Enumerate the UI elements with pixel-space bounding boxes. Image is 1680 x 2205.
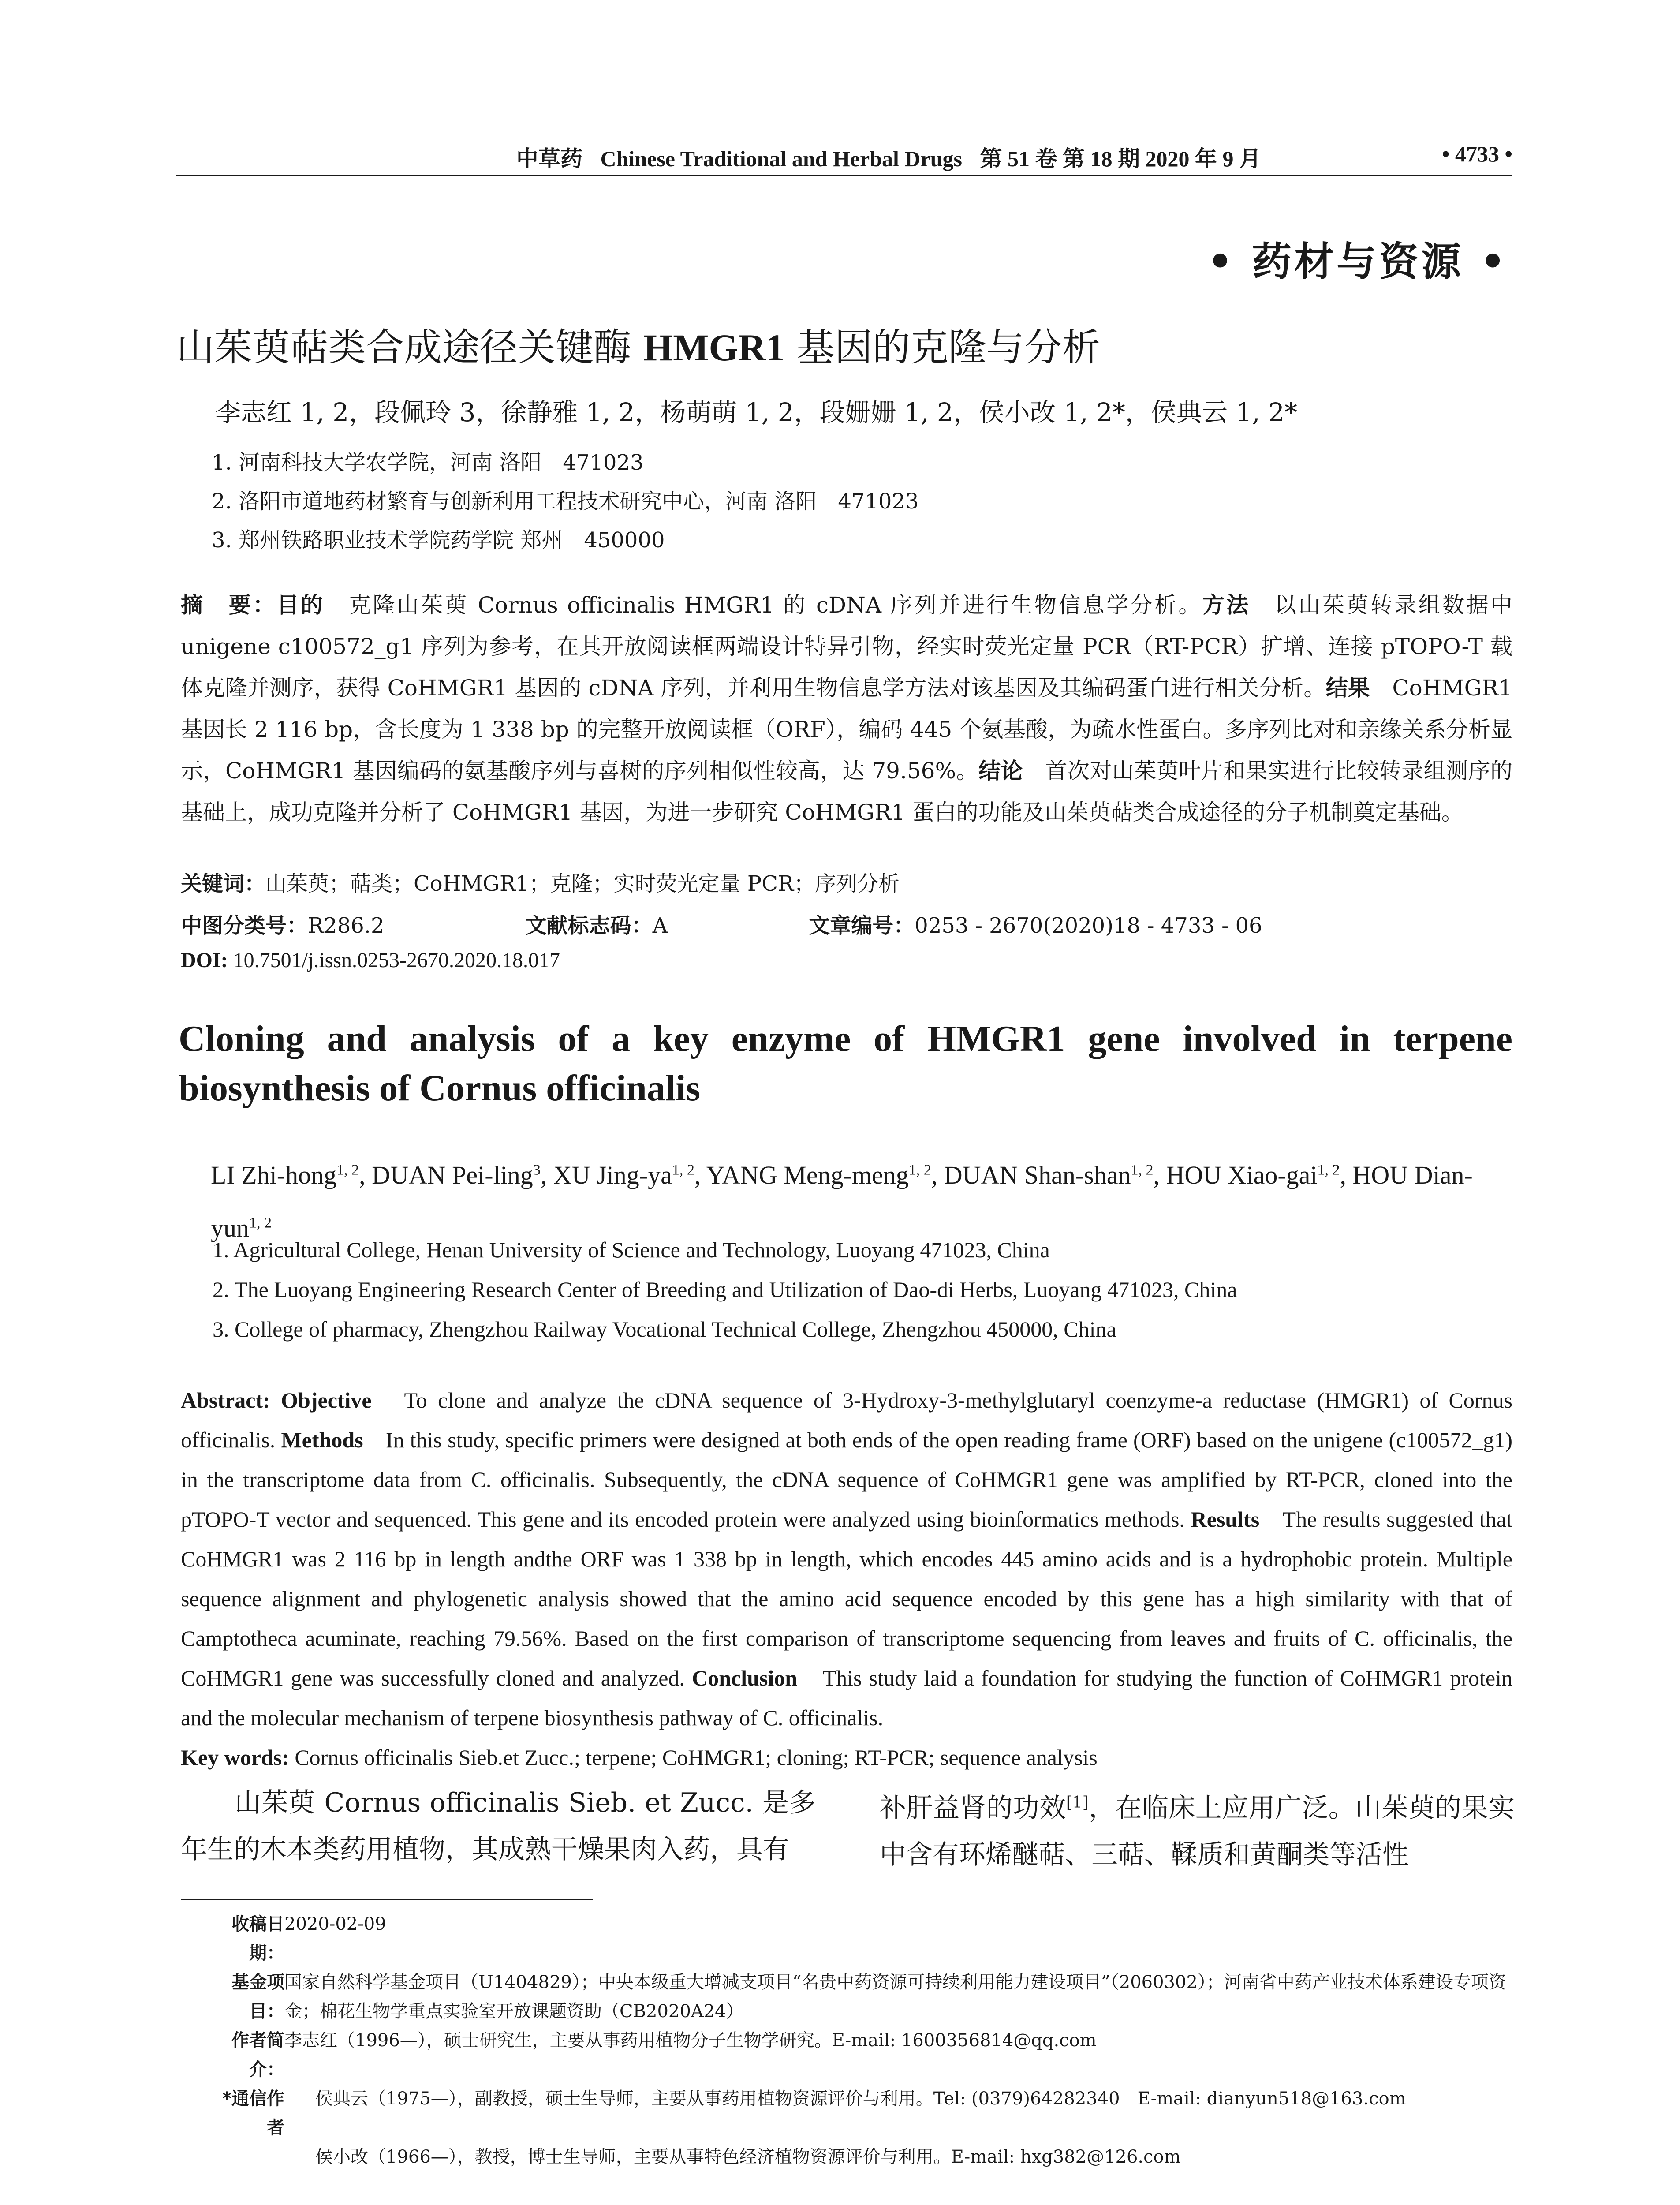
en-title: Cloning and analysis of a key enzyme of HMGR1 gene involved in terpene biosynthesis of Cornus officinalis — [179, 1018, 1512, 1109]
cn-title-post: 基因的克隆与分析 — [784, 325, 1100, 370]
footnote-funding — [181, 1968, 1512, 2026]
en-affiliation-2: 2. The Luoyang Engineering Research Center of Breeding and Utilization of Dao-di Herbs, Luoyang 471023, China — [213, 1277, 1237, 1302]
cn-keywords-label: 关键词： — [181, 871, 266, 896]
footnote-text: 侯小改（1966—），教授，博士生导师，主要从事特色经济植物资源评价与利用。E-mail: hxg382@126.com — [315, 2147, 1181, 2167]
en-author-name: LI Zhi-hong — [211, 1161, 337, 1190]
footnotes — [181, 1910, 1512, 2171]
en-author — [211, 1161, 359, 1189]
cn-doi — [181, 948, 560, 972]
en-author-affil: 3 — [533, 1162, 541, 1178]
cn-classification — [181, 908, 1404, 939]
cn-results-text: CoHMGR1 基因长 2 116 bp，含长度为 1 338 bp 的完整开放阅读框（ORF），编码 445 个氨基酸，为疏水性蛋白。多序列比对和亲缘关系分析显示，CoHMGR1 基因编码的氨基酸序列与喜树的序列相似性较高，达 79.56%。 — [181, 675, 1512, 784]
footnote-label: 基金项目： — [231, 1972, 284, 2022]
cn-methods-text: 以山茱萸转录组数据中 unigene c100572_g1 序列为参考，在其开放阅读框两端设计特异引物，经实时荧光定量 PCR（RT-PCR）扩增、连接 pTOPO-T 载体克隆并测序，获得 CoHMGR1 基因的 cDNA 序列，并利用生物信息学方法对该基因及其编码蛋白进行相关分析。 — [181, 592, 1512, 701]
en-abstract-label: Abstract: Objective — [181, 1388, 372, 1413]
en-affiliation-1: 1. Agricultural College, Henan University of Science and Technology, Luoyang 471023, China — [213, 1237, 1050, 1262]
footnote-text: 李志红（1996—），硕士研究生，主要从事药用植物分子生物学研究。E-mail: 1600356814@qq.com — [284, 2030, 1097, 2051]
cn-class-value: R286.2 — [308, 913, 385, 938]
en-author-name: DUAN Shan-shan — [944, 1161, 1131, 1190]
footnote-text: 2020-02-09 — [284, 1914, 386, 1934]
en-results-label: Results — [1191, 1507, 1260, 1532]
citation-ref: [1] — [1066, 1794, 1089, 1812]
footnote-author-bio — [181, 2026, 1512, 2084]
en-author — [706, 1161, 931, 1189]
en-author-name: DUAN Pei-ling — [372, 1161, 533, 1190]
running-header — [176, 132, 1512, 172]
en-author-affil: 1, 2 — [1317, 1162, 1340, 1178]
en-author-name: YANG Meng-meng — [706, 1161, 909, 1190]
cn-affiliation-2: 2. 洛阳市道地药材繁育与创新利用工程技术研究中心，河南 洛阳 471023 — [212, 489, 919, 514]
en-affiliation-3: 3. College of pharmacy, Zhengzhou Railway Vocational Technical College, Zhengzhou 450000, China — [213, 1317, 1116, 1342]
en-abstract — [181, 1380, 1512, 1777]
cn-abstract — [181, 584, 1512, 833]
en-methods-label: Methods — [281, 1428, 363, 1452]
cn-abstract-label: 摘 要： — [181, 592, 277, 618]
cn-doc-label: 文献标志码： — [525, 913, 653, 938]
body-right-post: ，在临床上应用广泛。山茱萸的果实中含有环烯醚萜、三萜、鞣质和黄酮类等活性 — [880, 1793, 1515, 1870]
cn-article-value: 0253 - 2670(2020)18 - 4733 - 06 — [915, 913, 1262, 938]
en-keywords-label: Key words: — [181, 1745, 289, 1770]
cn-keywords — [181, 867, 900, 897]
journal-info — [504, 141, 1261, 173]
doi-value: 10.7501/j.issn.0253-2670.2020.18.017 — [228, 949, 560, 972]
en-conclusion-text: This study laid a foundation for studying the function of CoHMGR1 protein and the molecular mechanism of terpene biosynthesis pathway of C. officinalis. — [181, 1666, 1513, 1730]
footnote-corresponding — [181, 2084, 1512, 2142]
cn-objective-text: 克隆山茱萸 Cornus officinalis HMGR1 的 cDNA 序列并进行生物信息学分析。 — [325, 592, 1202, 618]
en-objective-text: To clone and analyze the cDNA sequence of 3-Hydroxy-3-methylglutaryl coenzyme-a reductase (HMGR1) of Cornus officinalis. — [181, 1388, 1512, 1452]
footnote-label — [181, 2142, 284, 2171]
cn-conclusion-text: 首次对山茱萸叶片和果实进行比较转录组测序的基础上，成功克隆并分析了 CoHMGR1 基因，为进一步研究 CoHMGR1 蛋白的功能及山茱萸萜类合成途径的分子机制奠定基础。 — [181, 758, 1513, 825]
cn-title-gene: HMGR1 — [643, 326, 785, 369]
cn-class-label: 中图分类号： — [181, 913, 308, 938]
footnote-corresponding-2 — [181, 2142, 1512, 2171]
column-label: • 药材与资源 • — [1207, 238, 1508, 285]
cn-conclusion-label: 结论 — [978, 758, 1023, 784]
en-author-name: HOU Xiao-gai — [1166, 1161, 1318, 1190]
en-keywords-text: Cornus officinalis Sieb.et Zucc.; terpene; CoHMGR1; cloning; RT-PCR; sequence analysis — [289, 1745, 1098, 1770]
cn-affiliation-3: 3. 郑州铁路职业技术学院药学院 郑州 450000 — [212, 528, 665, 553]
body-right-pre: 补肝益肾的功效 — [880, 1793, 1066, 1824]
footnote-received — [181, 1910, 1512, 1968]
header-rule — [176, 175, 1512, 176]
cn-keywords-text: 山茱萸；萜类；CoHMGR1；克隆；实时荧光定量 PCR；序列分析 — [265, 871, 900, 896]
en-author — [1166, 1161, 1340, 1189]
en-author-affil: 1, 2 — [249, 1215, 272, 1231]
en-author-affil: 1, 2 — [1131, 1162, 1154, 1178]
cn-affiliation-1: 1. 河南科技大学农学院，河南 洛阳 471023 — [212, 450, 644, 475]
en-author — [372, 1161, 541, 1189]
en-author-affil: 1, 2 — [672, 1162, 694, 1178]
body-column-right — [880, 1779, 1515, 1878]
cn-methods-label: 方法 — [1202, 592, 1251, 618]
journal-name-cn: 中草药 — [516, 146, 583, 171]
footnote-text: 国家自然科学基金项目（U1404829）；中央本级重大增减支项目“名贵中药资源可持续利用能力建设项目”（2060302）；河南省中药产业技术体系建设专项资金；棉花生物学重点实验室开放课题资助（CB2020A24） — [284, 1972, 1506, 2022]
footnote-label: 收稿日期： — [231, 1914, 284, 1963]
cn-objective-label: 目的 — [276, 592, 325, 618]
en-author-name: XU Jing-ya — [553, 1161, 672, 1190]
en-conclusion-label: Conclusion — [692, 1666, 798, 1690]
footnote-rule — [181, 1899, 593, 1900]
page-number: • 4733 • — [1441, 142, 1512, 166]
journal-name-en: Chinese Traditional and Herbal Drugs — [600, 146, 962, 171]
cn-article-label: 文章编号： — [809, 913, 915, 938]
footnote-label: 作者简介： — [231, 2030, 284, 2080]
cn-results-label: 结果 — [1325, 675, 1370, 701]
footnote-text: 侯典云（1975—），副教授，硕士生导师，主要从事药用植物资源评价与利用。Tel: (0379)64282340 E-mail: dianyun518@163.com — [315, 2089, 1406, 2109]
doi-label: DOI: — [181, 949, 228, 972]
body-column-left: 山茱萸 Cornus officinalis Sieb. et Zucc. 是多年生的木本类药用植物，其成熟干燥果肉入药，具有 — [181, 1787, 816, 1865]
en-results-text: The results suggested that CoHMGR1 was 2 116 bp in length andthe ORF was 1 338 bp in length, which encodes 445 amino acids and is a hydrophobic protein. Multiple sequence alignment and phylogenetic analysis showed that the amino acid sequence encoded by this gene has a high similarity with that of Camptotheca acuminate, reaching 79.56%. Based on the first comparison of transcriptome sequencing from leaves and fruits of C. officinalis, the CoHMGR1 gene was successfully cloned and analyzed. — [181, 1507, 1513, 1690]
cn-authors: 李志红 1, 2，段佩玲 3，徐静雅 1, 2，杨萌萌 1, 2，段姗姗 1, 2，侯小改 1, 2*，侯典云 1, 2* — [215, 397, 1298, 427]
cn-title-pre: 山茱萸萜类合成途径关键酶 — [176, 325, 644, 370]
en-methods-text: In this study, specific primers were designed at both ends of the open reading frame (ORF) based on the unigene (c100572_g1) in the transcriptome data from C. officinalis. Subsequently, the cDNA sequence of CoHMGR1 gene was amplified by RT-PCR, cloned into the pTOPO-T vector and sequenced. This gene and its encoded protein were analyzed using bioinformatics methods. — [181, 1428, 1513, 1532]
cn-doc-value: A — [652, 913, 668, 938]
footnote-label: *通信作者 — [222, 2089, 284, 2138]
cn-title — [176, 317, 1512, 371]
en-authors: LI Zhi-hong$^{1, 2}$, DUAN Pei-ling$^3$, XU Jing-ya$^{1, 2}$, YANG Meng-meng$^{1, 2}$, DUAN Shan-shan$^{1, 2}$, HOU Xiao-gai$^{1, 2}$, HOU Dian-yun$^{1, 2}$ — [211, 1161, 1473, 1242]
en-author-name: HOU Dian-yun — [211, 1161, 1473, 1242]
en-author-affil: 1, 2 — [336, 1162, 359, 1178]
en-author-affil: 1, 2 — [908, 1162, 931, 1178]
en-author — [944, 1161, 1154, 1189]
journal-issue: 第 51 卷 第 18 期 2020 年 9 月 — [980, 146, 1261, 171]
en-author — [553, 1161, 694, 1189]
